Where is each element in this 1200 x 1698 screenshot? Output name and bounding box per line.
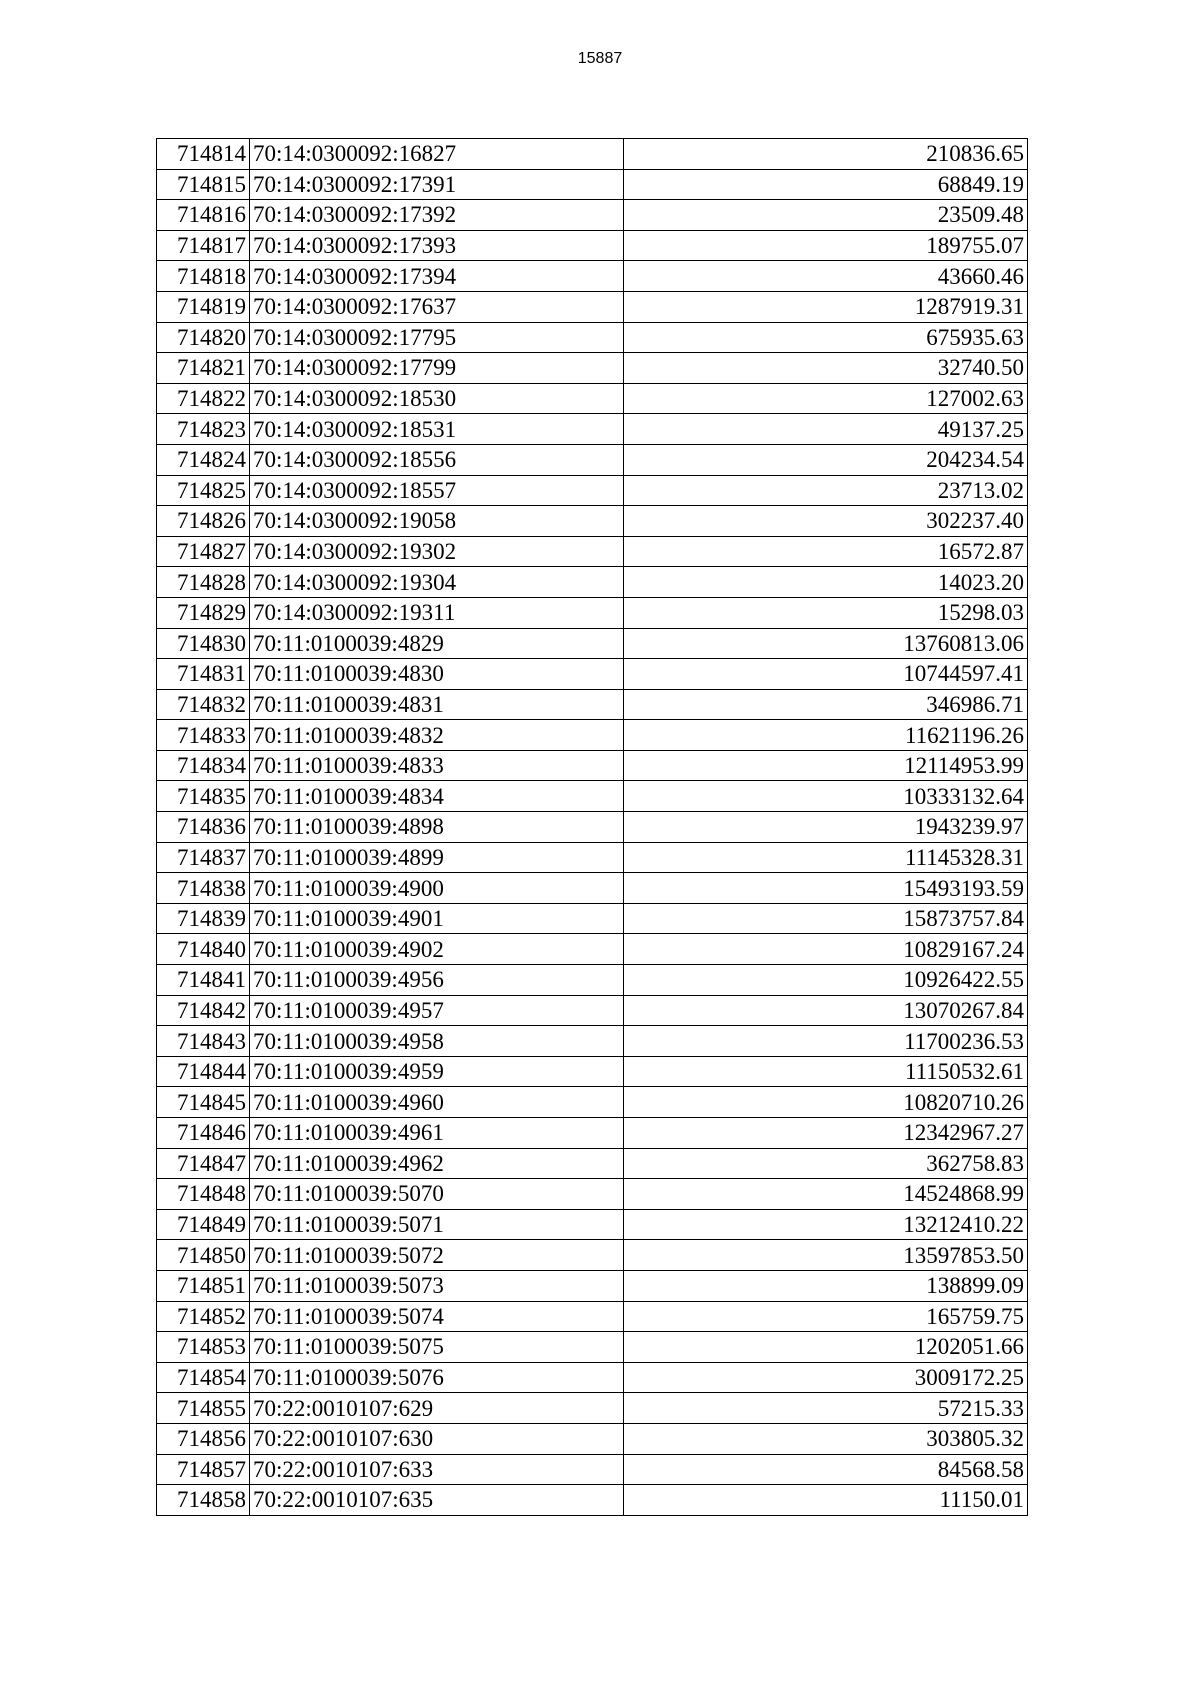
row-number-cell: 714832 bbox=[157, 689, 250, 720]
row-number-cell: 714818 bbox=[157, 261, 250, 292]
cadastral-value-cell: 10744597.41 bbox=[624, 659, 1028, 690]
table-row bbox=[157, 383, 1028, 414]
table-row bbox=[157, 1332, 1028, 1363]
table-row bbox=[157, 1179, 1028, 1210]
cadastral-value-cell: 14023.20 bbox=[624, 567, 1028, 598]
cadastral-value-cell: 10333132.64 bbox=[624, 781, 1028, 812]
cadastral-number-cell: 70:11:0100039:4898 bbox=[250, 812, 624, 843]
cadastral-value-cell: 15493193.59 bbox=[624, 873, 1028, 904]
table-row bbox=[157, 475, 1028, 506]
table-row bbox=[157, 353, 1028, 384]
cadastral-value-cell: 675935.63 bbox=[624, 322, 1028, 353]
cadastral-number-cell: 70:11:0100039:4957 bbox=[250, 995, 624, 1026]
row-number-cell: 714828 bbox=[157, 567, 250, 598]
row-number-cell: 714838 bbox=[157, 873, 250, 904]
cadastral-number-cell: 70:14:0300092:19311 bbox=[250, 597, 624, 628]
row-number-cell: 714833 bbox=[157, 720, 250, 751]
row-number-cell: 714814 bbox=[157, 139, 250, 170]
cadastral-number-cell: 70:14:0300092:19302 bbox=[250, 536, 624, 567]
row-number-cell: 714827 bbox=[157, 536, 250, 567]
table-row bbox=[157, 536, 1028, 567]
table-row bbox=[157, 903, 1028, 934]
table-row bbox=[157, 1118, 1028, 1149]
row-number-cell: 714842 bbox=[157, 995, 250, 1026]
row-number-cell: 714825 bbox=[157, 475, 250, 506]
row-number-cell: 714840 bbox=[157, 934, 250, 965]
row-number-cell: 714853 bbox=[157, 1332, 250, 1363]
cadastral-number-cell: 70:11:0100039:4829 bbox=[250, 628, 624, 659]
cadastral-value-cell: 11621196.26 bbox=[624, 720, 1028, 751]
cadastral-number-cell: 70:11:0100039:5076 bbox=[250, 1362, 624, 1393]
cadastral-value-cell: 84568.58 bbox=[624, 1454, 1028, 1485]
cadastral-number-cell: 70:11:0100039:5070 bbox=[250, 1179, 624, 1210]
table-row bbox=[157, 1087, 1028, 1118]
table-row bbox=[157, 1270, 1028, 1301]
cadastral-value-cell: 1943239.97 bbox=[624, 812, 1028, 843]
row-number-cell: 714844 bbox=[157, 1056, 250, 1087]
cadastral-number-cell: 70:14:0300092:18557 bbox=[250, 475, 624, 506]
cadastral-number-cell: 70:14:0300092:17391 bbox=[250, 169, 624, 200]
cadastral-number-cell: 70:14:0300092:18531 bbox=[250, 414, 624, 445]
cadastral-number-cell: 70:11:0100039:4832 bbox=[250, 720, 624, 751]
row-number-cell: 714852 bbox=[157, 1301, 250, 1332]
row-number-cell: 714849 bbox=[157, 1209, 250, 1240]
table-row bbox=[157, 230, 1028, 261]
cadastral-value-cell: 11145328.31 bbox=[624, 842, 1028, 873]
table-row bbox=[157, 1393, 1028, 1424]
cadastral-number-cell: 70:22:0010107:629 bbox=[250, 1393, 624, 1424]
table-row bbox=[157, 567, 1028, 598]
cadastral-number-cell: 70:14:0300092:17392 bbox=[250, 200, 624, 231]
cadastral-value-cell: 57215.33 bbox=[624, 1393, 1028, 1424]
cadastral-value-cell: 362758.83 bbox=[624, 1148, 1028, 1179]
cadastral-number-cell: 70:14:0300092:18556 bbox=[250, 444, 624, 475]
cadastral-value-cell: 10829167.24 bbox=[624, 934, 1028, 965]
cadastral-value-cell: 1287919.31 bbox=[624, 291, 1028, 322]
row-number-cell: 714824 bbox=[157, 444, 250, 475]
cadastral-number-cell: 70:11:0100039:4960 bbox=[250, 1087, 624, 1118]
table-row bbox=[157, 689, 1028, 720]
row-number-cell: 714829 bbox=[157, 597, 250, 628]
cadastral-number-cell: 70:14:0300092:19058 bbox=[250, 506, 624, 537]
cadastral-value-cell: 302237.40 bbox=[624, 506, 1028, 537]
cadastral-value-cell: 165759.75 bbox=[624, 1301, 1028, 1332]
table-row bbox=[157, 995, 1028, 1026]
cadastral-value-table bbox=[156, 138, 1028, 1516]
table-row bbox=[157, 139, 1028, 170]
row-number-cell: 714858 bbox=[157, 1485, 250, 1516]
cadastral-value-cell: 10926422.55 bbox=[624, 965, 1028, 996]
row-number-cell: 714855 bbox=[157, 1393, 250, 1424]
cadastral-value-cell: 13212410.22 bbox=[624, 1209, 1028, 1240]
cadastral-value-cell: 11150532.61 bbox=[624, 1056, 1028, 1087]
cadastral-value-cell: 12114953.99 bbox=[624, 750, 1028, 781]
row-number-cell: 714856 bbox=[157, 1423, 250, 1454]
row-number-cell: 714816 bbox=[157, 200, 250, 231]
cadastral-number-cell: 70:14:0300092:17394 bbox=[250, 261, 624, 292]
table-row bbox=[157, 444, 1028, 475]
cadastral-number-cell: 70:11:0100039:4902 bbox=[250, 934, 624, 965]
row-number-cell: 714843 bbox=[157, 1026, 250, 1057]
row-number-cell: 714819 bbox=[157, 291, 250, 322]
cadastral-number-cell: 70:11:0100039:5073 bbox=[250, 1270, 624, 1301]
row-number-cell: 714848 bbox=[157, 1179, 250, 1210]
cadastral-number-cell: 70:11:0100039:4959 bbox=[250, 1056, 624, 1087]
cadastral-value-cell: 3009172.25 bbox=[624, 1362, 1028, 1393]
row-number-cell: 714831 bbox=[157, 659, 250, 690]
cadastral-value-cell: 11150.01 bbox=[624, 1485, 1028, 1516]
table-row bbox=[157, 322, 1028, 353]
row-number-cell: 714821 bbox=[157, 353, 250, 384]
cadastral-number-cell: 70:11:0100039:4961 bbox=[250, 1118, 624, 1149]
table-row bbox=[157, 1240, 1028, 1271]
cadastral-value-cell: 32740.50 bbox=[624, 353, 1028, 384]
cadastral-number-cell: 70:11:0100039:4833 bbox=[250, 750, 624, 781]
cadastral-value-cell: 16572.87 bbox=[624, 536, 1028, 567]
cadastral-number-cell: 70:11:0100039:4900 bbox=[250, 873, 624, 904]
row-number-cell: 714839 bbox=[157, 903, 250, 934]
cadastral-value-cell: 12342967.27 bbox=[624, 1118, 1028, 1149]
cadastral-number-cell: 70:11:0100039:4899 bbox=[250, 842, 624, 873]
cadastral-value-cell: 14524868.99 bbox=[624, 1179, 1028, 1210]
row-number-cell: 714857 bbox=[157, 1454, 250, 1485]
cadastral-value-cell: 13597853.50 bbox=[624, 1240, 1028, 1271]
cadastral-value-cell: 23509.48 bbox=[624, 200, 1028, 231]
cadastral-value-cell: 1202051.66 bbox=[624, 1332, 1028, 1363]
cadastral-value-cell: 11700236.53 bbox=[624, 1026, 1028, 1057]
cadastral-number-cell: 70:11:0100039:4901 bbox=[250, 903, 624, 934]
row-number-cell: 714830 bbox=[157, 628, 250, 659]
cadastral-value-cell: 43660.46 bbox=[624, 261, 1028, 292]
table-row bbox=[157, 597, 1028, 628]
cadastral-number-cell: 70:11:0100039:4831 bbox=[250, 689, 624, 720]
cadastral-number-cell: 70:11:0100039:5075 bbox=[250, 1332, 624, 1363]
table-row bbox=[157, 506, 1028, 537]
cadastral-number-cell: 70:14:0300092:19304 bbox=[250, 567, 624, 598]
cadastral-value-cell: 189755.07 bbox=[624, 230, 1028, 261]
table-row bbox=[157, 628, 1028, 659]
row-number-cell: 714845 bbox=[157, 1087, 250, 1118]
row-number-cell: 714834 bbox=[157, 750, 250, 781]
row-number-cell: 714823 bbox=[157, 414, 250, 445]
table-row bbox=[157, 1209, 1028, 1240]
cadastral-value-cell: 49137.25 bbox=[624, 414, 1028, 445]
cadastral-value-cell: 13070267.84 bbox=[624, 995, 1028, 1026]
cadastral-number-cell: 70:14:0300092:17795 bbox=[250, 322, 624, 353]
row-number-cell: 714835 bbox=[157, 781, 250, 812]
cadastral-value-cell: 204234.54 bbox=[624, 444, 1028, 475]
page-number: 15887 bbox=[577, 50, 623, 67]
row-number-cell: 714826 bbox=[157, 506, 250, 537]
cadastral-value-cell: 303805.32 bbox=[624, 1423, 1028, 1454]
table-row bbox=[157, 842, 1028, 873]
row-number-cell: 714836 bbox=[157, 812, 250, 843]
table-row bbox=[157, 750, 1028, 781]
row-number-cell: 714854 bbox=[157, 1362, 250, 1393]
table-row bbox=[157, 1148, 1028, 1179]
table-row bbox=[157, 1423, 1028, 1454]
table-row bbox=[157, 812, 1028, 843]
cadastral-number-cell: 70:11:0100039:5072 bbox=[250, 1240, 624, 1271]
table-row bbox=[157, 1301, 1028, 1332]
cadastral-value-cell: 13760813.06 bbox=[624, 628, 1028, 659]
table-row bbox=[157, 200, 1028, 231]
cadastral-number-cell: 70:14:0300092:18530 bbox=[250, 383, 624, 414]
table-body bbox=[157, 139, 1028, 1516]
table-row bbox=[157, 1485, 1028, 1516]
cadastral-value-cell: 127002.63 bbox=[624, 383, 1028, 414]
row-number-cell: 714846 bbox=[157, 1118, 250, 1149]
table-row bbox=[157, 261, 1028, 292]
table-row bbox=[157, 414, 1028, 445]
cadastral-value-cell: 10820710.26 bbox=[624, 1087, 1028, 1118]
cadastral-number-cell: 70:22:0010107:633 bbox=[250, 1454, 624, 1485]
cadastral-value-cell: 15298.03 bbox=[624, 597, 1028, 628]
table-row bbox=[157, 873, 1028, 904]
table-row bbox=[157, 659, 1028, 690]
table-row bbox=[157, 934, 1028, 965]
row-number-cell: 714851 bbox=[157, 1270, 250, 1301]
cadastral-number-cell: 70:14:0300092:16827 bbox=[250, 139, 624, 170]
cadastral-number-cell: 70:14:0300092:17637 bbox=[250, 291, 624, 322]
cadastral-number-cell: 70:22:0010107:630 bbox=[250, 1423, 624, 1454]
table-row bbox=[157, 291, 1028, 322]
cadastral-number-cell: 70:14:0300092:17393 bbox=[250, 230, 624, 261]
row-number-cell: 714822 bbox=[157, 383, 250, 414]
table-row bbox=[157, 1454, 1028, 1485]
cadastral-number-cell: 70:11:0100039:5071 bbox=[250, 1209, 624, 1240]
row-number-cell: 714817 bbox=[157, 230, 250, 261]
cadastral-value-cell: 138899.09 bbox=[624, 1270, 1028, 1301]
table-row bbox=[157, 781, 1028, 812]
table-row bbox=[157, 169, 1028, 200]
row-number-cell: 714850 bbox=[157, 1240, 250, 1271]
cadastral-value-cell: 15873757.84 bbox=[624, 903, 1028, 934]
table-row bbox=[157, 1362, 1028, 1393]
table-row bbox=[157, 965, 1028, 996]
row-number-cell: 714847 bbox=[157, 1148, 250, 1179]
cadastral-number-cell: 70:14:0300092:17799 bbox=[250, 353, 624, 384]
cadastral-number-cell: 70:22:0010107:635 bbox=[250, 1485, 624, 1516]
cadastral-number-cell: 70:11:0100039:4956 bbox=[250, 965, 624, 996]
cadastral-number-cell: 70:11:0100039:4958 bbox=[250, 1026, 624, 1057]
cadastral-number-cell: 70:11:0100039:4834 bbox=[250, 781, 624, 812]
cadastral-number-cell: 70:11:0100039:4830 bbox=[250, 659, 624, 690]
table-row bbox=[157, 1056, 1028, 1087]
cadastral-value-cell: 23713.02 bbox=[624, 475, 1028, 506]
cadastral-value-cell: 210836.65 bbox=[624, 139, 1028, 170]
row-number-cell: 714820 bbox=[157, 322, 250, 353]
cadastral-number-cell: 70:11:0100039:4962 bbox=[250, 1148, 624, 1179]
table-row bbox=[157, 720, 1028, 751]
cadastral-value-cell: 68849.19 bbox=[624, 169, 1028, 200]
row-number-cell: 714841 bbox=[157, 965, 250, 996]
row-number-cell: 714815 bbox=[157, 169, 250, 200]
cadastral-number-cell: 70:11:0100039:5074 bbox=[250, 1301, 624, 1332]
cadastral-value-cell: 346986.71 bbox=[624, 689, 1028, 720]
table-row bbox=[157, 1026, 1028, 1057]
row-number-cell: 714837 bbox=[157, 842, 250, 873]
